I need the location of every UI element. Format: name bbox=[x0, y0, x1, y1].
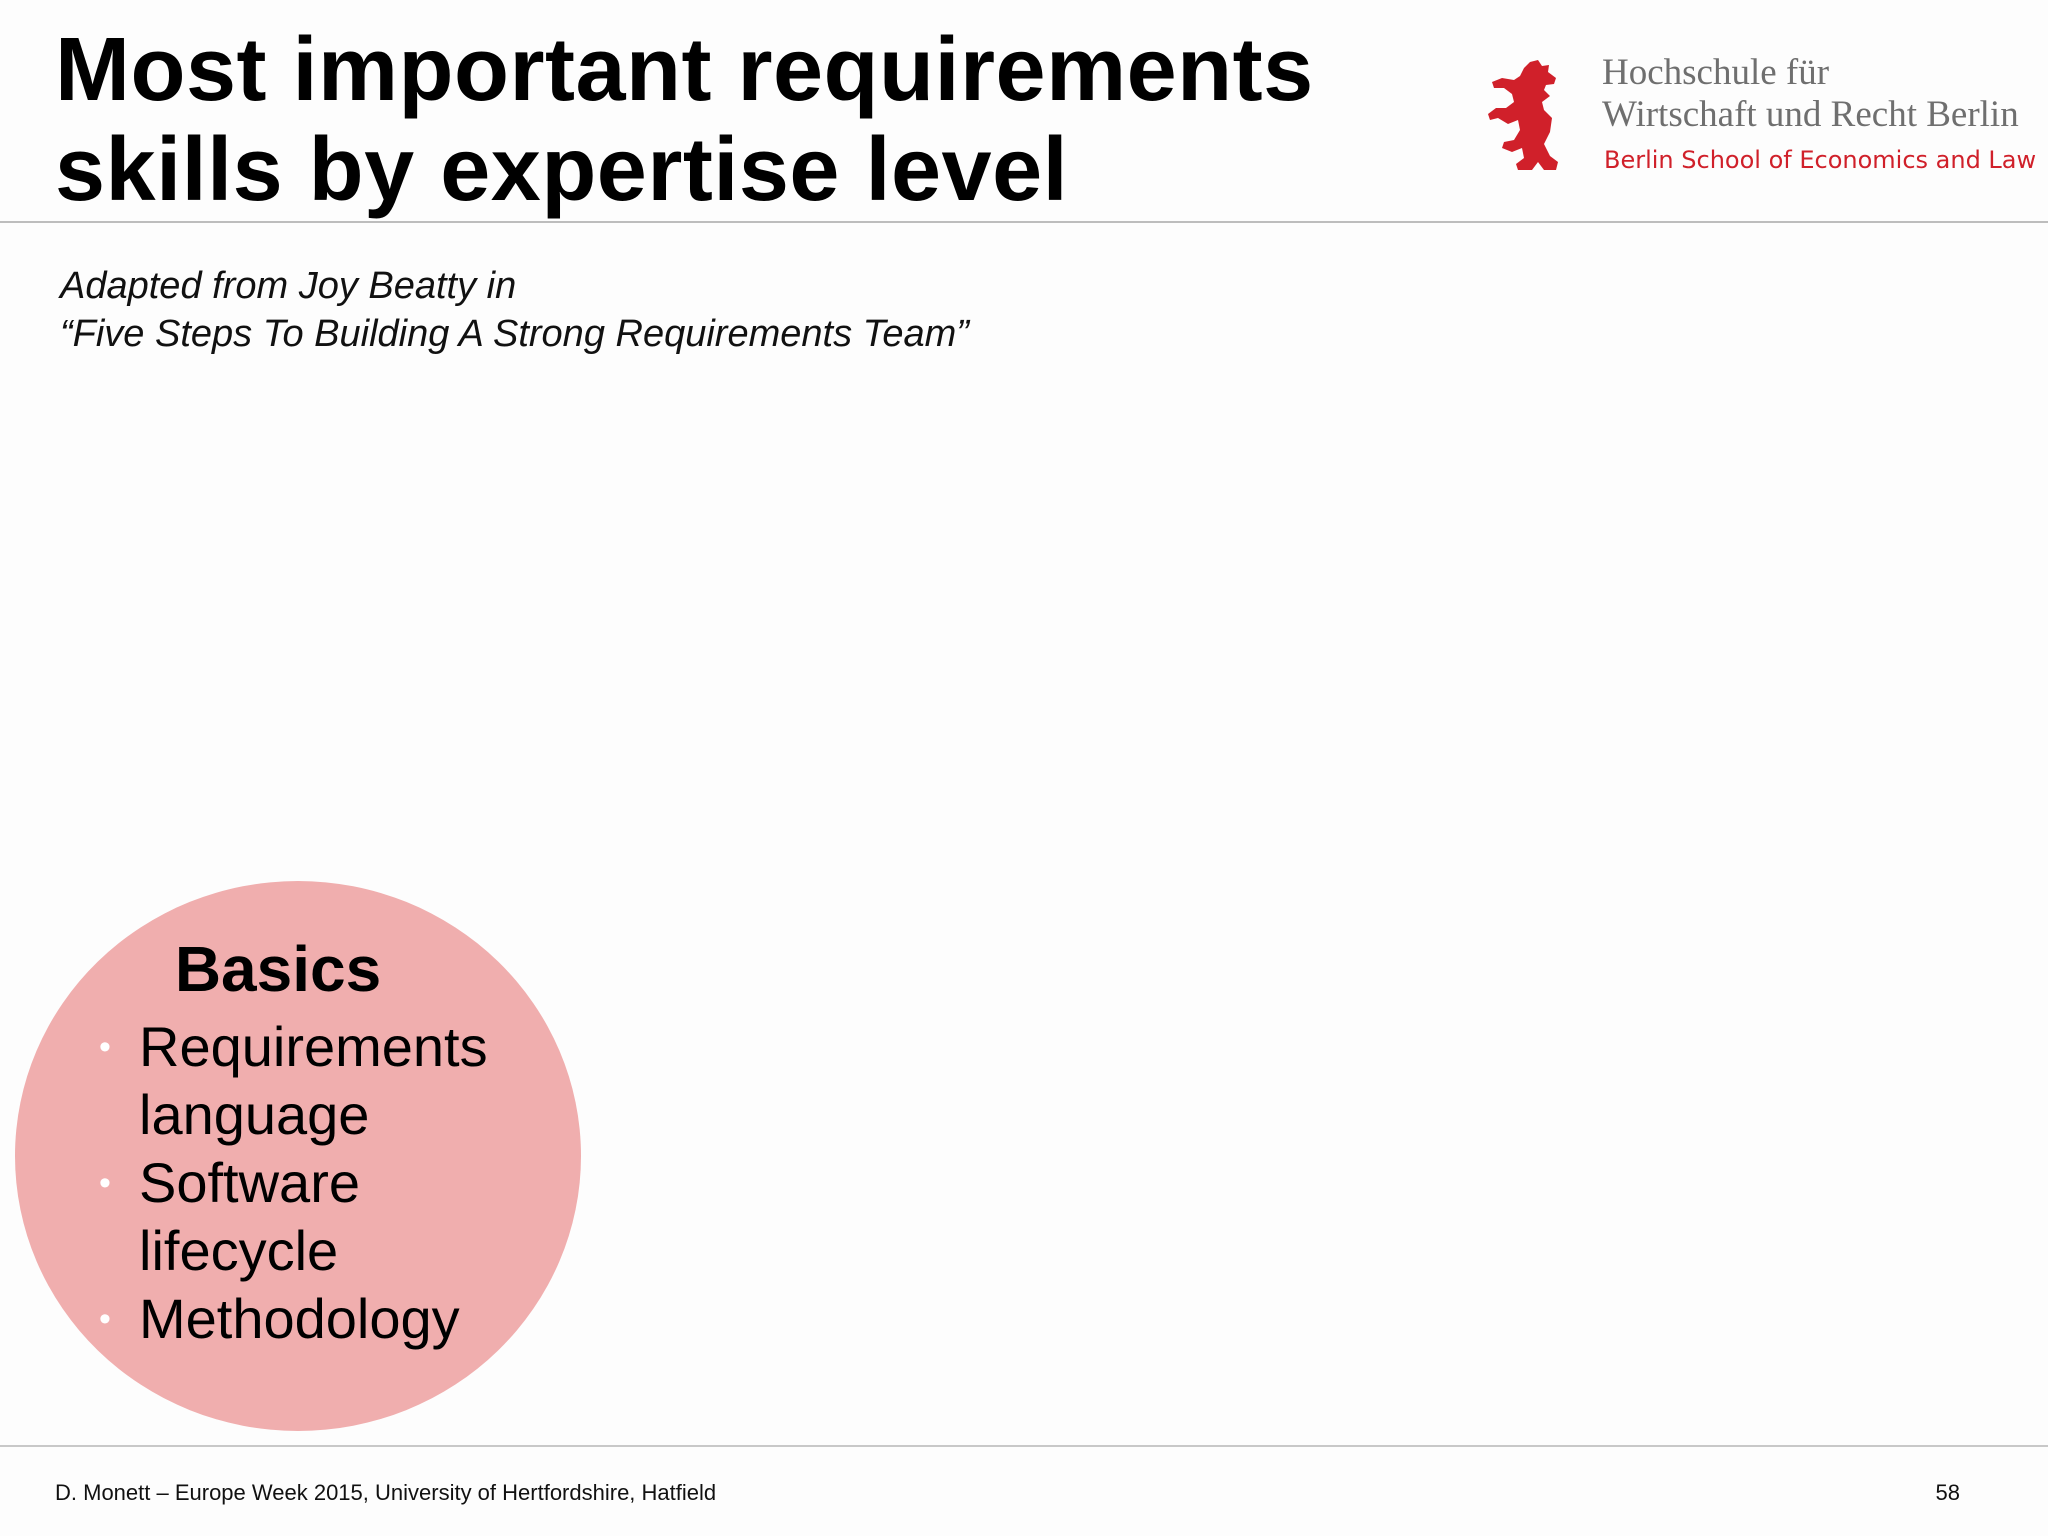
university-logo bbox=[1486, 52, 2037, 182]
basics-item-line: Methodology bbox=[139, 1287, 460, 1350]
basics-list-item bbox=[99, 1013, 559, 1149]
basics-item-line: language bbox=[139, 1083, 370, 1146]
page-number: 58 bbox=[1935, 1480, 1960, 1505]
basics-item-line: lifecycle bbox=[139, 1219, 339, 1282]
basics-list bbox=[99, 1013, 559, 1353]
basics-item-line: Requirements bbox=[139, 1015, 488, 1078]
university-name bbox=[1602, 52, 2019, 136]
source-citation bbox=[60, 262, 969, 358]
source-line-1: Adapted from Joy Beatty in bbox=[60, 265, 517, 307]
basics-item-line: Software bbox=[139, 1151, 360, 1214]
basics-list-item bbox=[99, 1149, 559, 1285]
footer-credit: D. Monett – Europe Week 2015, University of Hertfordshire, Hatfield bbox=[55, 1480, 717, 1505]
slide-title-line-1: Most important requirements bbox=[55, 20, 1314, 120]
header-divider bbox=[0, 221, 2048, 223]
basics-title: Basics bbox=[174, 933, 382, 1005]
footer-divider bbox=[0, 1445, 2048, 1447]
source-line-2: “Five Steps To Building A Strong Requirements Team” bbox=[60, 313, 969, 355]
basics-list-item bbox=[99, 1285, 559, 1353]
berlin-bear-icon bbox=[1486, 58, 1566, 178]
slide-title bbox=[55, 20, 1435, 220]
slide-title-line-2: skills by expertise level bbox=[55, 120, 1069, 220]
university-name-line-1: Hochschule für bbox=[1602, 52, 1830, 93]
university-subtitle: Berlin School of Economics and Law bbox=[1604, 146, 2037, 174]
bullet-icon: • bbox=[99, 1028, 111, 1066]
university-name-line-2: Wirtschaft und Recht Berlin bbox=[1602, 94, 2019, 135]
bullet-icon: • bbox=[99, 1300, 111, 1338]
basics-circle bbox=[15, 881, 581, 1431]
bullet-icon: • bbox=[99, 1164, 111, 1202]
